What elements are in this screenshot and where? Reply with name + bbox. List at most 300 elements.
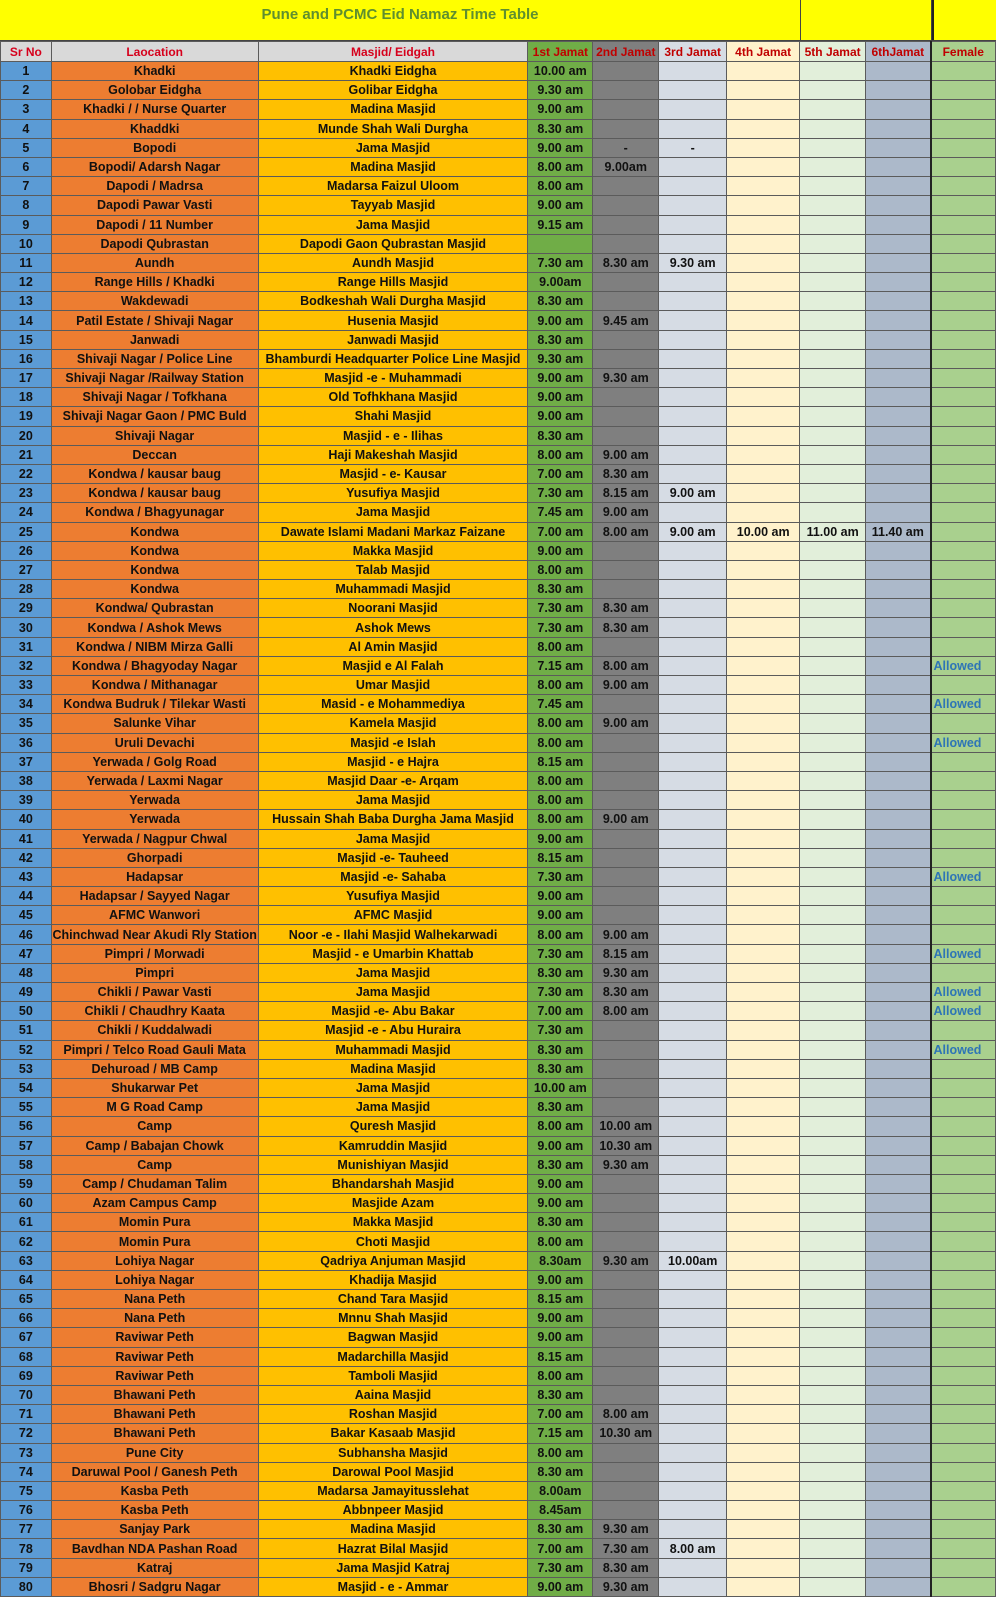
cell-female: [931, 1078, 996, 1097]
cell-masjid: Masjid -e- Sahaba: [258, 867, 528, 886]
cell-location: Chikli / Pawar Vasti: [51, 983, 258, 1002]
cell-sr-no: 14: [1, 311, 52, 330]
cell-female: [931, 810, 996, 829]
cell-1st-jamat: 9.00 am: [528, 388, 593, 407]
title-blank-cell: [801, 0, 932, 40]
cell-masjid: Darowal Pool Masjid: [258, 1462, 528, 1481]
cell-6th-jamat: [866, 944, 931, 963]
cell-1st-jamat: 8.00 am: [528, 676, 593, 695]
cell-sr-no: 10: [1, 234, 52, 253]
cell-2nd-jamat: 8.30 am: [593, 464, 659, 483]
cell-4th-jamat: [727, 1078, 800, 1097]
cell-6th-jamat: [866, 848, 931, 867]
cell-2nd-jamat: 8.30 am: [593, 599, 659, 618]
cell-1st-jamat: 9.00 am: [528, 369, 593, 388]
cell-1st-jamat: 8.45am: [528, 1501, 593, 1520]
cell-1st-jamat: 9.00 am: [528, 541, 593, 560]
cell-3rd-jamat: [659, 560, 727, 579]
cell-location: Momin Pura: [51, 1213, 258, 1232]
cell-1st-jamat: 9.00 am: [528, 1309, 593, 1328]
cell-5th-jamat: [800, 848, 866, 867]
cell-2nd-jamat: -: [593, 138, 659, 157]
table-row: [1, 752, 996, 771]
cell-5th-jamat: [800, 771, 866, 790]
cell-3rd-jamat: [659, 62, 727, 81]
table-row: [1, 273, 996, 292]
cell-sr-no: 31: [1, 637, 52, 656]
cell-2nd-jamat: [593, 426, 659, 445]
cell-location: Azam Campus Camp: [51, 1194, 258, 1213]
cell-6th-jamat: [866, 464, 931, 483]
cell-2nd-jamat: [593, 273, 659, 292]
cell-2nd-jamat: [593, 292, 659, 311]
cell-location: Kondwa / kausar baug: [51, 464, 258, 483]
table-row: [1, 1328, 996, 1347]
cell-sr-no: 1: [1, 62, 52, 81]
table-row: [1, 1424, 996, 1443]
cell-4th-jamat: [727, 618, 800, 637]
cell-location: Kasba Peth: [51, 1481, 258, 1500]
cell-location: Pimpri / Morwadi: [51, 944, 258, 963]
table-row: [1, 1232, 996, 1251]
cell-6th-jamat: [866, 771, 931, 790]
cell-2nd-jamat: 9.00 am: [593, 445, 659, 464]
cell-6th-jamat: [866, 138, 931, 157]
header-location: Laocation: [51, 42, 258, 62]
cell-location: Shivaji Nagar: [51, 426, 258, 445]
cell-6th-jamat: [866, 656, 931, 675]
cell-2nd-jamat: 8.15 am: [593, 944, 659, 963]
table-row: [1, 810, 996, 829]
cell-3rd-jamat: [659, 1366, 727, 1385]
cell-female: [931, 484, 996, 503]
cell-6th-jamat: [866, 349, 931, 368]
cell-5th-jamat: [800, 215, 866, 234]
cell-3rd-jamat: [659, 1194, 727, 1213]
cell-1st-jamat: 8.00 am: [528, 637, 593, 656]
cell-masjid: Noor -e - Ilahi Masjid Walhekarwadi: [258, 925, 528, 944]
cell-4th-jamat: [727, 1558, 800, 1577]
table-row: [1, 983, 996, 1002]
cell-5th-jamat: [800, 445, 866, 464]
cell-5th-jamat: [800, 733, 866, 752]
cell-5th-jamat: [800, 234, 866, 253]
cell-5th-jamat: [800, 292, 866, 311]
cell-1st-jamat: 9.00 am: [528, 1136, 593, 1155]
cell-2nd-jamat: [593, 1021, 659, 1040]
cell-5th-jamat: [800, 676, 866, 695]
cell-4th-jamat: [727, 369, 800, 388]
cell-4th-jamat: [727, 1117, 800, 1136]
table-row: [1, 62, 996, 81]
cell-6th-jamat: [866, 1136, 931, 1155]
cell-location: Golobar Eidgha: [51, 81, 258, 100]
cell-6th-jamat: [866, 273, 931, 292]
cell-6th-jamat: [866, 445, 931, 464]
cell-3rd-jamat: [659, 1174, 727, 1193]
cell-female: [931, 445, 996, 464]
cell-female: [931, 1520, 996, 1539]
cell-4th-jamat: [727, 349, 800, 368]
cell-1st-jamat: 9.00 am: [528, 1194, 593, 1213]
cell-3rd-jamat: [659, 1520, 727, 1539]
cell-5th-jamat: [800, 138, 866, 157]
cell-sr-no: 78: [1, 1539, 52, 1558]
cell-masjid: Jama Masjid: [258, 215, 528, 234]
table-row: [1, 1520, 996, 1539]
table-row: [1, 1462, 996, 1481]
cell-3rd-jamat: [659, 963, 727, 982]
cell-4th-jamat: [727, 119, 800, 138]
table-row: [1, 1117, 996, 1136]
cell-masjid: Madina Masjid: [258, 1059, 528, 1078]
cell-6th-jamat: [866, 1366, 931, 1385]
cell-2nd-jamat: [593, 1194, 659, 1213]
cell-masjid: Jama Masjid: [258, 963, 528, 982]
cell-5th-jamat: [800, 906, 866, 925]
header-row: [1, 42, 996, 62]
cell-2nd-jamat: [593, 196, 659, 215]
cell-6th-jamat: [866, 1309, 931, 1328]
cell-female: [931, 771, 996, 790]
cell-4th-jamat: [727, 1366, 800, 1385]
cell-4th-jamat: [727, 503, 800, 522]
cell-6th-jamat: [866, 62, 931, 81]
cell-2nd-jamat: [593, 215, 659, 234]
table-row: [1, 388, 996, 407]
cell-6th-jamat: [866, 1328, 931, 1347]
table-row: [1, 1021, 996, 1040]
cell-1st-jamat: 8.00 am: [528, 925, 593, 944]
table-row: [1, 445, 996, 464]
cell-3rd-jamat: [659, 771, 727, 790]
cell-6th-jamat: [866, 196, 931, 215]
cell-female: [931, 1385, 996, 1404]
cell-masjid: Aundh Masjid: [258, 253, 528, 272]
cell-1st-jamat: 8.00 am: [528, 810, 593, 829]
table-row: [1, 1270, 996, 1289]
cell-2nd-jamat: [593, 560, 659, 579]
header-2nd-jamat: 2nd Jamat: [593, 42, 659, 62]
cell-location: Patil Estate / Shivaji Nagar: [51, 311, 258, 330]
cell-location: Yerwada: [51, 810, 258, 829]
cell-3rd-jamat: [659, 887, 727, 906]
cell-5th-jamat: [800, 1136, 866, 1155]
cell-3rd-jamat: [659, 157, 727, 176]
cell-female: [931, 388, 996, 407]
table-row: [1, 963, 996, 982]
cell-5th-jamat: [800, 1232, 866, 1251]
cell-masjid: Masjid -e - Muhammadi: [258, 369, 528, 388]
cell-masjid: Masid - e Mohammediya: [258, 695, 528, 714]
cell-4th-jamat: [727, 1194, 800, 1213]
cell-location: Kondwa: [51, 580, 258, 599]
cell-sr-no: 73: [1, 1443, 52, 1462]
cell-1st-jamat: 7.30 am: [528, 484, 593, 503]
cell-5th-jamat: [800, 407, 866, 426]
cell-6th-jamat: [866, 100, 931, 119]
table-row: [1, 580, 996, 599]
cell-location: Raviwar Peth: [51, 1347, 258, 1366]
cell-3rd-jamat: [659, 1481, 727, 1500]
cell-3rd-jamat: [659, 733, 727, 752]
cell-masjid: Jama Masjid: [258, 1078, 528, 1097]
cell-4th-jamat: [727, 963, 800, 982]
cell-location: Shivaji Nagar Gaon / PMC Buld: [51, 407, 258, 426]
cell-5th-jamat: [800, 1501, 866, 1520]
cell-sr-no: 5: [1, 138, 52, 157]
cell-1st-jamat: 9.00 am: [528, 196, 593, 215]
cell-5th-jamat: [800, 311, 866, 330]
cell-3rd-jamat: [659, 1270, 727, 1289]
cell-6th-jamat: [866, 1558, 931, 1577]
cell-sr-no: 68: [1, 1347, 52, 1366]
cell-5th-jamat: [800, 1194, 866, 1213]
cell-2nd-jamat: 9.30 am: [593, 1155, 659, 1174]
cell-sr-no: 64: [1, 1270, 52, 1289]
cell-female: [931, 829, 996, 848]
cell-5th-jamat: [800, 599, 866, 618]
cell-1st-jamat: 8.00 am: [528, 157, 593, 176]
cell-3rd-jamat: [659, 1232, 727, 1251]
cell-2nd-jamat: 10.00 am: [593, 1117, 659, 1136]
table-row: [1, 253, 996, 272]
cell-masjid: Muhammadi Masjid: [258, 580, 528, 599]
cell-5th-jamat: [800, 426, 866, 445]
cell-4th-jamat: [727, 1385, 800, 1404]
cell-3rd-jamat: [659, 1501, 727, 1520]
cell-6th-jamat: [866, 1385, 931, 1404]
cell-sr-no: 46: [1, 925, 52, 944]
cell-2nd-jamat: [593, 62, 659, 81]
cell-4th-jamat: [727, 234, 800, 253]
cell-2nd-jamat: [593, 791, 659, 810]
cell-sr-no: 67: [1, 1328, 52, 1347]
cell-masjid: Yusufiya Masjid: [258, 484, 528, 503]
cell-location: Katraj: [51, 1558, 258, 1577]
cell-2nd-jamat: [593, 119, 659, 138]
table-row: [1, 407, 996, 426]
cell-2nd-jamat: [593, 695, 659, 714]
cell-sr-no: 56: [1, 1117, 52, 1136]
cell-female: [931, 1539, 996, 1558]
cell-4th-jamat: [727, 484, 800, 503]
cell-2nd-jamat: [593, 1174, 659, 1193]
cell-5th-jamat: [800, 119, 866, 138]
cell-masjid: Masjide Azam: [258, 1194, 528, 1213]
cell-sr-no: 7: [1, 177, 52, 196]
cell-5th-jamat: [800, 887, 866, 906]
cell-sr-no: 76: [1, 1501, 52, 1520]
cell-masjid: Husenia Masjid: [258, 311, 528, 330]
table-row: [1, 944, 996, 963]
cell-location: Lohiya Nagar: [51, 1270, 258, 1289]
cell-2nd-jamat: [593, 1290, 659, 1309]
cell-location: Lohiya Nagar: [51, 1251, 258, 1270]
table-row: [1, 925, 996, 944]
cell-3rd-jamat: 9.30 am: [659, 253, 727, 272]
table-row: [1, 1309, 996, 1328]
cell-4th-jamat: [727, 848, 800, 867]
cell-3rd-jamat: -: [659, 138, 727, 157]
table-row: [1, 695, 996, 714]
cell-location: Raviwar Peth: [51, 1366, 258, 1385]
cell-6th-jamat: [866, 618, 931, 637]
cell-3rd-jamat: [659, 388, 727, 407]
cell-1st-jamat: 7.30 am: [528, 599, 593, 618]
cell-4th-jamat: [727, 771, 800, 790]
table-row: [1, 522, 996, 541]
cell-masjid: Subhansha Masjid: [258, 1443, 528, 1462]
cell-masjid: Dapodi Gaon Qubrastan Masjid: [258, 234, 528, 253]
header-5th-jamat: 5th Jamat: [800, 42, 866, 62]
cell-6th-jamat: [866, 1405, 931, 1424]
cell-2nd-jamat: [593, 234, 659, 253]
cell-4th-jamat: [727, 1424, 800, 1443]
cell-location: Kondwa: [51, 522, 258, 541]
cell-sr-no: 69: [1, 1366, 52, 1385]
cell-6th-jamat: [866, 1155, 931, 1174]
cell-location: M G Road Camp: [51, 1098, 258, 1117]
table-row: [1, 676, 996, 695]
cell-6th-jamat: [866, 1117, 931, 1136]
cell-sr-no: 62: [1, 1232, 52, 1251]
cell-female: [931, 62, 996, 81]
cell-1st-jamat: 8.00 am: [528, 1366, 593, 1385]
cell-3rd-jamat: [659, 810, 727, 829]
cell-sr-no: 47: [1, 944, 52, 963]
cell-female: [931, 215, 996, 234]
table-row: [1, 1443, 996, 1462]
cell-4th-jamat: [727, 887, 800, 906]
cell-1st-jamat: 8.00 am: [528, 791, 593, 810]
cell-masjid: Kamela Masjid: [258, 714, 528, 733]
cell-sr-no: 60: [1, 1194, 52, 1213]
cell-location: Sanjay Park: [51, 1520, 258, 1539]
cell-sr-no: 70: [1, 1385, 52, 1404]
sheet-title: Pune and PCMC Eid Namaz Time Table: [0, 0, 801, 40]
cell-female: [931, 100, 996, 119]
cell-5th-jamat: [800, 253, 866, 272]
cell-female: [931, 1309, 996, 1328]
table-row: [1, 656, 996, 675]
cell-5th-jamat: [800, 580, 866, 599]
cell-3rd-jamat: 8.00 am: [659, 1539, 727, 1558]
cell-masjid: Masjid -e - Abu Huraira: [258, 1021, 528, 1040]
cell-5th-jamat: [800, 81, 866, 100]
cell-masjid: Al Amin Masjid: [258, 637, 528, 656]
cell-6th-jamat: [866, 119, 931, 138]
cell-sr-no: 32: [1, 656, 52, 675]
cell-4th-jamat: [727, 906, 800, 925]
cell-6th-jamat: [866, 157, 931, 176]
cell-4th-jamat: [727, 695, 800, 714]
cell-2nd-jamat: [593, 1328, 659, 1347]
cell-4th-jamat: [727, 656, 800, 675]
cell-masjid: Masjid Daar -e- Arqam: [258, 771, 528, 790]
cell-female: [931, 1270, 996, 1289]
cell-location: Chinchwad Near Akudi Rly Station: [51, 925, 258, 944]
cell-3rd-jamat: [659, 292, 727, 311]
cell-sr-no: 29: [1, 599, 52, 618]
table-row: [1, 1501, 996, 1520]
cell-4th-jamat: [727, 445, 800, 464]
cell-1st-jamat: 9.00 am: [528, 1270, 593, 1289]
cell-4th-jamat: [727, 1136, 800, 1155]
cell-5th-jamat: [800, 1309, 866, 1328]
cell-5th-jamat: [800, 1251, 866, 1270]
cell-masjid: Makka Masjid: [258, 1213, 528, 1232]
table-row: [1, 887, 996, 906]
cell-location: Dehuroad / MB Camp: [51, 1059, 258, 1078]
cell-1st-jamat: 9.30 am: [528, 349, 593, 368]
cell-1st-jamat: 8.30 am: [528, 580, 593, 599]
cell-female: Allowed: [931, 695, 996, 714]
cell-1st-jamat: 8.00 am: [528, 177, 593, 196]
cell-female: [931, 906, 996, 925]
cell-location: Ghorpadi: [51, 848, 258, 867]
cell-location: Pimpri: [51, 963, 258, 982]
table-row: [1, 1405, 996, 1424]
cell-sr-no: 21: [1, 445, 52, 464]
cell-4th-jamat: [727, 292, 800, 311]
cell-female: [931, 963, 996, 982]
cell-1st-jamat: 8.00 am: [528, 445, 593, 464]
cell-3rd-jamat: [659, 1558, 727, 1577]
cell-6th-jamat: [866, 1098, 931, 1117]
cell-1st-jamat: 7.45 am: [528, 695, 593, 714]
cell-1st-jamat: 9.00 am: [528, 829, 593, 848]
cell-3rd-jamat: [659, 983, 727, 1002]
cell-masjid: Masjid -e- Abu Bakar: [258, 1002, 528, 1021]
cell-4th-jamat: [727, 1539, 800, 1558]
cell-female: [931, 1232, 996, 1251]
cell-masjid: Jama Masjid: [258, 503, 528, 522]
cell-location: Bhawani Peth: [51, 1405, 258, 1424]
cell-location: Khaddki: [51, 119, 258, 138]
cell-female: Allowed: [931, 944, 996, 963]
cell-female: Allowed: [931, 733, 996, 752]
table-row: [1, 81, 996, 100]
cell-5th-jamat: [800, 1539, 866, 1558]
cell-masjid: Masjid - e Umarbin Khattab: [258, 944, 528, 963]
cell-2nd-jamat: 9.00am: [593, 157, 659, 176]
table-row: [1, 1136, 996, 1155]
cell-2nd-jamat: [593, 733, 659, 752]
cell-3rd-jamat: [659, 445, 727, 464]
cell-1st-jamat: 7.30 am: [528, 944, 593, 963]
cell-5th-jamat: [800, 1078, 866, 1097]
cell-3rd-jamat: [659, 1078, 727, 1097]
cell-sr-no: 35: [1, 714, 52, 733]
cell-6th-jamat: [866, 330, 931, 349]
cell-location: Kondwa / Bhagyoday Nagar: [51, 656, 258, 675]
cell-3rd-jamat: [659, 1290, 727, 1309]
cell-2nd-jamat: 9.45 am: [593, 311, 659, 330]
cell-female: [931, 1481, 996, 1500]
cell-masjid: Golibar Eidgha: [258, 81, 528, 100]
cell-4th-jamat: [727, 1405, 800, 1424]
cell-3rd-jamat: [659, 618, 727, 637]
cell-1st-jamat: 9.00 am: [528, 407, 593, 426]
cell-3rd-jamat: [659, 407, 727, 426]
table-row: [1, 714, 996, 733]
cell-female: Allowed: [931, 867, 996, 886]
cell-6th-jamat: [866, 1213, 931, 1232]
cell-2nd-jamat: [593, 1213, 659, 1232]
cell-2nd-jamat: [593, 1347, 659, 1366]
cell-2nd-jamat: [593, 1232, 659, 1251]
